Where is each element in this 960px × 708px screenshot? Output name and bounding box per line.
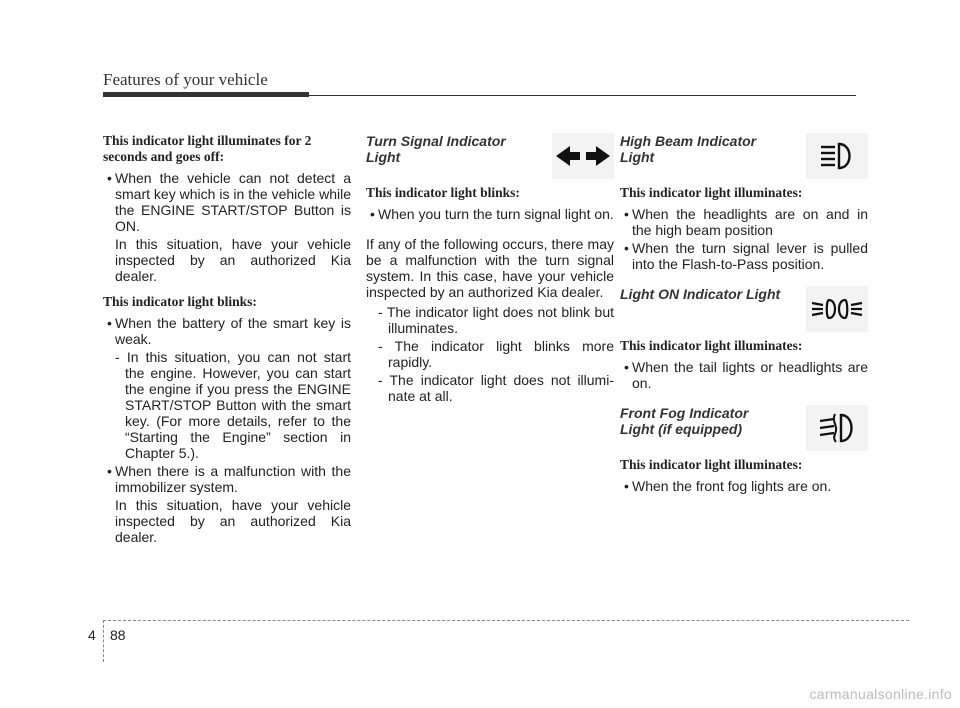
- page-header-title: Features of your vehicle: [103, 70, 268, 89]
- bullet-item: • When the tail lights or headlights are on.: [620, 359, 868, 391]
- bullet-item: • When the turn signal lever is pulled into the Flash-to-Pass position.: [620, 240, 868, 272]
- light-on-section-header: [620, 286, 868, 334]
- section-heading: This indicator light illuminates:: [620, 185, 803, 200]
- light-on-icon: [806, 286, 868, 332]
- dash-item: - In this situation, you can not start the engine. However, you can start the engine if you press the ENGINE START/STOP Button with the smart key. (For more details, refer to the “Starting the Engine” section in Chapter 5.).: [115, 349, 351, 461]
- bullet-item: • When the headlights are on and in the high beam position: [620, 206, 868, 238]
- column-turn-signal: [366, 133, 614, 406]
- bullet-item: • When you turn the turn signal light on.: [366, 206, 614, 222]
- footer-rule: [103, 620, 909, 621]
- light-on-title: Light ON Indicator Light: [620, 286, 781, 302]
- bullet-note: In this situation, have your vehicle inspected by an authorized Kia dealer.: [115, 497, 351, 545]
- high-beam-title: High Beam Indicator Light: [620, 133, 757, 165]
- dash-item: - The indicator light does not blink but illuminates.: [378, 304, 614, 336]
- column-lights: [620, 133, 868, 496]
- high-beam-icon: [806, 133, 868, 179]
- column-smart-key: [103, 133, 351, 549]
- high-beam-section-header: [620, 133, 868, 181]
- section-heading: This indicator light illuminates for 2 seconds and goes off:: [103, 133, 312, 164]
- front-fog-light-icon: [806, 405, 868, 451]
- dash-item: - The indicator light blinks more rapidly.: [378, 338, 614, 370]
- bullet-item: • When there is a malfunction with the immobilizer system.: [103, 463, 351, 495]
- section-heading: This indicator light illuminates:: [620, 338, 803, 353]
- front-fog-section-header: [620, 405, 868, 453]
- footer-divider: [103, 620, 104, 662]
- paragraph: If any of the following occurs, there may be a malfunction with the turn signal system. In this case, have your vehicle inspected by an authorized Kia dealer.: [366, 236, 614, 300]
- front-fog-title: Front Fog Indicator Light (if equipped): [620, 405, 749, 437]
- bullet-item: • When the front fog lights are on.: [620, 478, 868, 494]
- chapter-number: 4: [88, 627, 96, 643]
- dash-item: - The indicator light does not illumi- nate at all.: [378, 372, 614, 404]
- turn-signal-title: Turn Signal Indicator Light: [366, 133, 506, 165]
- section-heading: This indicator light blinks:: [103, 294, 257, 309]
- section-heading: This indicator light illuminates:: [620, 457, 803, 472]
- header-rule: [103, 95, 856, 96]
- section-heading: This indicator light blinks:: [366, 185, 520, 200]
- turn-signal-section-header: [366, 133, 614, 181]
- turn-signal-arrows-icon: [552, 133, 614, 179]
- bullet-item: • When the vehicle can not detect a smart key which is in the vehicle while the ENGINE START/STOP Button is ON.: [103, 170, 351, 234]
- watermark: carmanualsonline.info: [809, 686, 952, 702]
- bullet-note: In this situation, have your vehicle inspected by an authorized Kia dealer.: [115, 236, 351, 284]
- page-number: 88: [110, 627, 126, 643]
- bullet-item: • When the battery of the smart key is weak.: [103, 315, 351, 347]
